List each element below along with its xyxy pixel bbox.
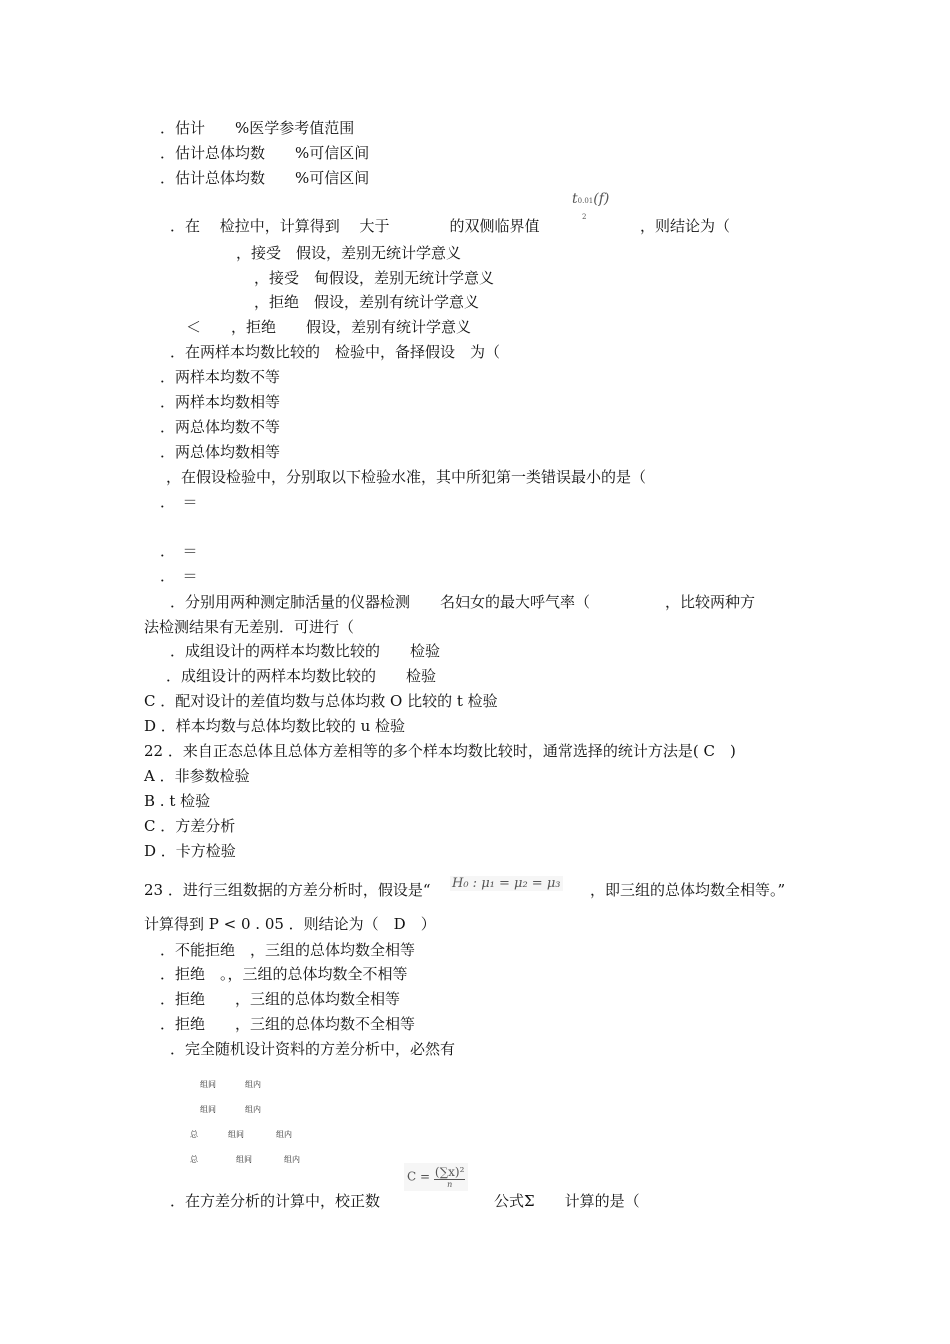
correction-formula: C = $\frac{\text{(∑x)²}}{n}$ [404, 1163, 468, 1191]
variance-label: 组间 [200, 1080, 216, 1089]
text-line: ．估计总体均数 %可信区间 [160, 169, 370, 187]
text-line: ．在方差分析的计算中，校正数 [170, 1192, 381, 1210]
text-line: ．拒绝 。，三组的总体均数全不相等 [160, 965, 408, 983]
text-line: ．在两样本均数比较的 检验中，备择假设 为（ [170, 343, 501, 361]
variance-label: 组内 [245, 1080, 261, 1089]
text-line: ＜ ，拒绝 假设，差别有统计学意义 [186, 318, 472, 336]
text-line: ． ＝ [160, 542, 198, 560]
text-line: ，拒绝 假设，差别有统计学意义 [254, 293, 480, 311]
text-line: ．两样本均数相等 [160, 393, 281, 411]
text-line: 公式Σ 计算的是（ [494, 1192, 640, 1210]
t-critical-formula: t0.01(f) 2 [572, 191, 610, 221]
variance-label: 组间 [228, 1130, 244, 1139]
h0-formula: H₀ : μ₁ = μ₂ = μ₃ [452, 876, 561, 891]
text-line: ．成组设计的两样本均数比较的 检验 [170, 642, 441, 660]
text-line: ．估计总体均数 %可信区间 [160, 144, 370, 162]
text-line: ，则结论为（ [640, 217, 731, 235]
text-line: ． ＝ [160, 493, 198, 511]
text-line: 23 ．进行三组数据的方差分析时，假设是“ [144, 881, 431, 899]
variance-label: 总 [190, 1130, 198, 1139]
text-line: ．估计 %医学参考值范围 [160, 119, 355, 137]
text-line: A ．非参数检验 [144, 767, 250, 785]
text-line: 法检测结果有无差别．可进行（ [144, 618, 355, 636]
variance-label: 组内 [245, 1105, 261, 1114]
text-line: B . t 检验 [144, 792, 211, 810]
text-line: D ．样本均数与总体均数比较的 u 检验 [144, 717, 405, 735]
text-line: ．不能拒绝 ，三组的总体均数全相等 [160, 941, 416, 959]
text-line: ．成组设计的两样本均数比较的 检验 [166, 667, 437, 685]
text-line: ． ＝ [160, 567, 198, 585]
text-line: ，在假设检验中，分别取以下检验水准，其中所犯第一类错误最小的是（ [166, 468, 647, 486]
text-line: 22 ．来自正态总体且总体方差相等的多个样本均数比较时，通常选择的统计方法是( C ) [144, 742, 736, 760]
text-line: ．拒绝 ，三组的总体均数全相等 [160, 990, 401, 1008]
text-line: ．分别用两种测定肺活量的仪器检测 名妇女的最大呼气率（ ，比较两种方 [170, 593, 756, 611]
text-line: ．两总体均数相等 [160, 443, 281, 461]
variance-label: 组内 [284, 1155, 300, 1164]
variance-label: 组间 [236, 1155, 252, 1164]
variance-label: 总 [190, 1155, 198, 1164]
text-line: ，接受 甸假设，差别无统计学意义 [254, 269, 495, 287]
text-line: 计算得到 P < 0 . 05 ．则结论为（ D ） [144, 915, 436, 933]
variance-label: 组内 [276, 1130, 292, 1139]
variance-label: 组间 [200, 1105, 216, 1114]
text-line: ，即三组的总体均数全相等。” [590, 881, 786, 899]
text-line: ．拒绝 ，三组的总体均数不全相等 [160, 1015, 416, 1033]
text-line: ，接受 假设，差别无统计学意义 [236, 244, 462, 262]
text-line: ．两样本均数不等 [160, 368, 281, 386]
text-line: D ．卡方检验 [144, 842, 236, 860]
text-line: ．完全随机设计资料的方差分析中，必然有 [170, 1040, 456, 1058]
text-line: ．两总体均数不等 [160, 418, 281, 436]
text-line: C ．方差分析 [144, 817, 236, 835]
text-line: ．在 检拉中，计算得到 大于 的双侧临界值 [170, 217, 540, 235]
text-line: C ．配对设计的差值均数与总体均救 O 比较的 t 检验 [144, 692, 498, 710]
